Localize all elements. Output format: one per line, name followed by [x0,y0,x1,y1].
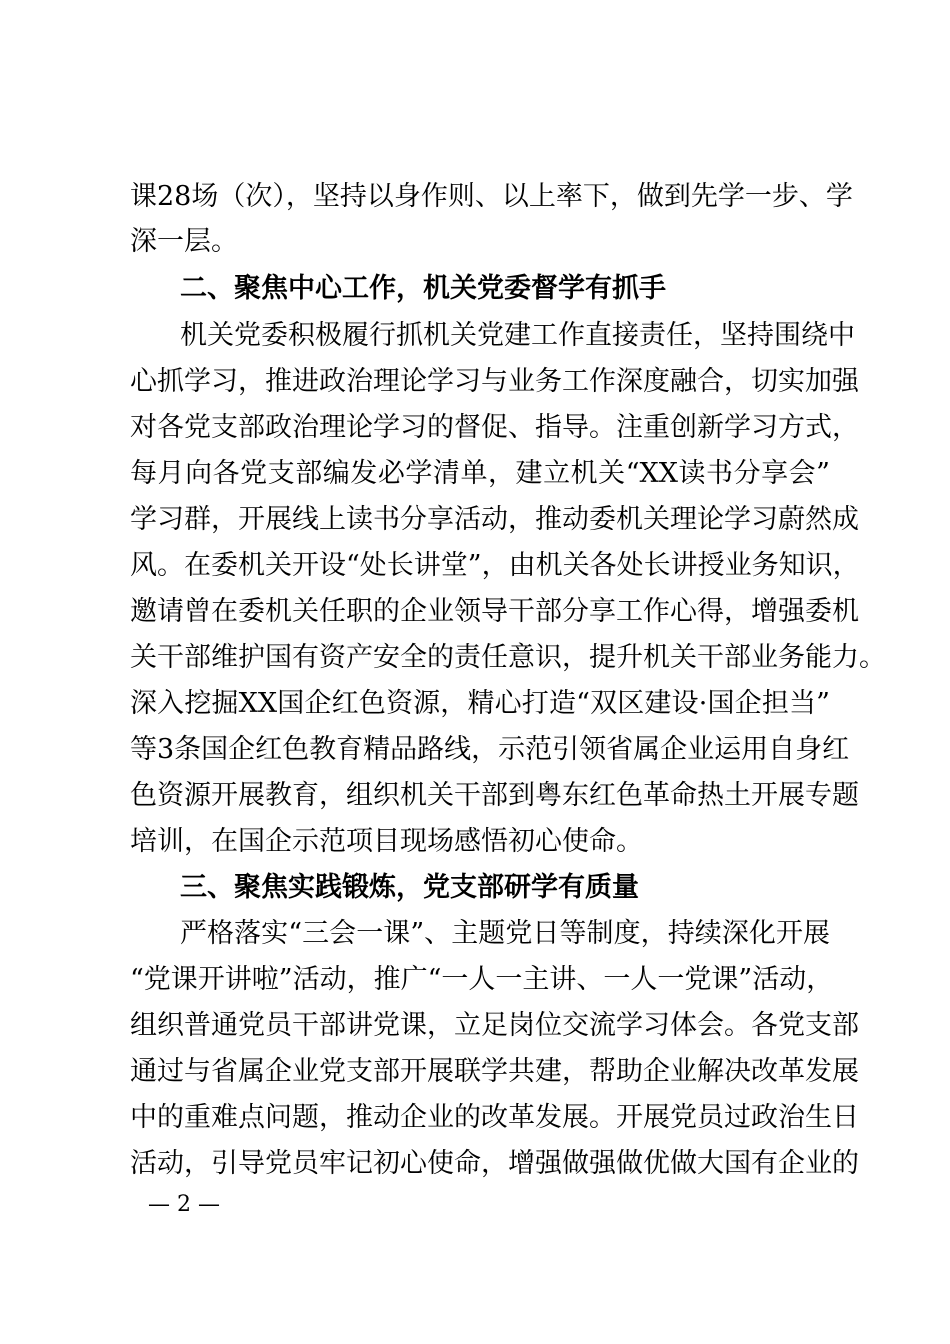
paragraph-line: 邀请曾在委机关任职的企业领导干部分享工作心得，增强委机 [130,596,859,627]
paragraph-line: 课28场（次），坚持以身作则、以上率下，做到先学一步、学 [130,181,853,212]
paragraph-line: 深入挖掘XX国企红色资源，精心打造“双区建设·国企担当” [130,688,830,719]
section-heading-2: 二、聚焦中心工作，机关党委督学有抓手 [180,273,666,304]
paragraph-line: 培训，在国企示范项目现场感悟初心使命。 [130,826,643,857]
paragraph-line: 学习群，开展线上读书分享活动，推动委机关理论学习蔚然成 [130,504,859,535]
paragraph-line: 等3条国企红色教育精品路线，示范引领省属企业运用自身红 [130,734,850,765]
paragraph-line: 每月向各党支部编发必学清单，建立机关“XX读书分享会” [130,458,830,489]
paragraph-line: 色资源开展教育，组织机关干部到粤东红色革命热土开展专题 [130,780,859,811]
paragraph-line: 深一层。 [130,226,238,257]
paragraph-line: 严格落实“三会一课”、主题党日等制度，持续深化开展 [180,918,830,949]
paragraph-line: 中的重难点问题，推动企业的改革发展。开展党员过政治生日 [130,1102,859,1133]
paragraph-line: 组织普通党员干部讲党课，立足岗位交流学习体会。各党支部 [130,1010,859,1041]
paragraph-line: 风。在委机关开设“处长讲堂”，由机关各处长讲授业务知识， [130,550,860,581]
paragraph-line: 关干部维护国有资产安全的责任意识，提升机关干部业务能力。 [130,642,886,673]
paragraph-line: 心抓学习，推进政治理论学习与业务工作深度融合，切实加强 [130,366,859,397]
paragraph-line: 对各党支部政治理论学习的督促、指导。注重创新学习方式， [130,412,859,443]
paragraph-line: “党课开讲啦”活动，推广“一人一主讲、一人一党课”活动， [130,964,834,995]
page-number: — 2 — [148,1192,220,1217]
section-heading-3: 三、聚焦实践锻炼，党支部研学有质量 [180,872,639,903]
paragraph-line: 通过与省属企业党支部开展联学共建，帮助企业解决改革发展 [130,1056,859,1087]
paragraph-line: 机关党委积极履行抓机关党建工作直接责任，坚持围绕中 [180,320,855,351]
paragraph-line: 活动，引导党员牢记初心使命，增强做强做优做大国有企业的 [130,1148,859,1179]
